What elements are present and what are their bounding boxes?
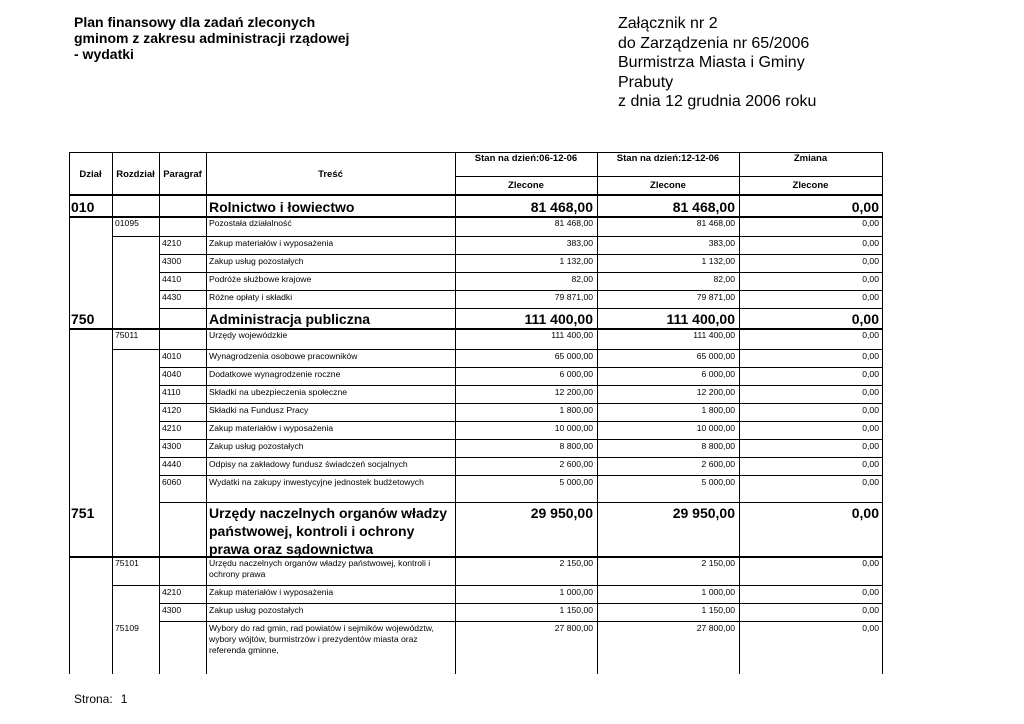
value-stan-12-12: 1 000,00 — [701, 587, 735, 597]
value-stan-12-12: 2 600,00 — [701, 459, 735, 469]
value-stan-12-12: 29 950,00 — [672, 505, 735, 521]
value-stan-06-12: 79 871,00 — [554, 292, 593, 302]
row-divider — [159, 475, 883, 476]
column-line — [206, 152, 207, 674]
annex-line: Załącznik nr 2 — [618, 15, 718, 32]
value-zmiana: 0,00 — [862, 441, 879, 451]
row-divider — [159, 621, 883, 622]
value-stan-12-12: 65 000,00 — [696, 351, 735, 361]
paragraf-code: 4430 — [162, 292, 182, 302]
value-stan-12-12: 1 150,00 — [701, 605, 735, 615]
row-description: Urzędu naczelnych organów władzy państwowej, kontroli i ochrony prawa — [209, 558, 431, 579]
column-line — [739, 152, 740, 674]
table-border — [882, 152, 883, 674]
value-zmiana: 0,00 — [862, 238, 879, 248]
value-zmiana: 0,00 — [862, 623, 879, 633]
value-zmiana: 0,00 — [862, 218, 879, 228]
value-zmiana: 0,00 — [851, 505, 879, 521]
value-stan-12-12: 6 000,00 — [701, 369, 735, 379]
value-zmiana: 0,00 — [862, 387, 879, 397]
value-stan-06-12: 10 000,00 — [554, 423, 593, 433]
budget-table — [69, 152, 883, 674]
value-stan-06-12: 27 800,00 — [554, 623, 593, 633]
dzial-code: 750 — [71, 311, 95, 327]
value-zmiana: 0,00 — [862, 587, 879, 597]
header-col1-top: Stan na dzień:06-12-06 — [474, 153, 578, 164]
row-divider — [159, 385, 883, 386]
header-divider — [455, 176, 883, 177]
footer-label: Strona: — [74, 692, 113, 706]
annex-header — [618, 14, 878, 112]
paragraf-code: 4040 — [162, 369, 182, 379]
value-zmiana: 0,00 — [862, 459, 879, 469]
row-description: Zakup materiałów i wyposażenia — [209, 238, 334, 248]
column-line — [112, 152, 113, 674]
header-tresc: Treść — [318, 169, 343, 180]
paragraf-code: 4010 — [162, 351, 182, 361]
footer-page-number: 1 — [120, 692, 128, 706]
row-divider — [159, 254, 883, 255]
value-zmiana: 0,00 — [862, 605, 879, 615]
row-divider — [159, 290, 883, 291]
value-stan-12-12: 12 200,00 — [696, 387, 735, 397]
value-stan-12-12: 8 800,00 — [701, 441, 735, 451]
paragraf-code: 4210 — [162, 238, 182, 248]
value-stan-12-12: 79 871,00 — [696, 292, 735, 302]
row-description: Różne opłaty i składki — [209, 292, 293, 302]
title-line: Plan finansowy dla zadań zleconych — [74, 14, 316, 30]
value-zmiana: 0,00 — [862, 369, 879, 379]
row-description: Pozostała działalność — [209, 218, 292, 228]
paragraf-code: 4300 — [162, 605, 182, 615]
column-line — [597, 152, 598, 674]
row-divider — [159, 308, 883, 309]
header-bottom-border — [69, 194, 883, 196]
value-stan-06-12: 2 600,00 — [559, 459, 593, 469]
row-description: Administracja publiczna — [209, 311, 371, 327]
row-divider — [159, 502, 883, 503]
paragraf-code: 4300 — [162, 441, 182, 451]
header-dzial: Dział — [79, 169, 102, 180]
row-description: Wynagrodzenia osobowe pracowników — [209, 351, 358, 361]
row-description: Składki na ubezpieczenia społeczne — [209, 387, 348, 397]
value-stan-06-12: 82,00 — [571, 274, 593, 284]
row-description: Zakup materiałów i wyposażenia — [209, 587, 334, 597]
header-rozdzial: Rozdział — [116, 169, 155, 180]
value-stan-06-12: 81 468,00 — [554, 218, 593, 228]
value-zmiana: 0,00 — [862, 558, 879, 568]
annex-line: Burmistrza Miasta i Gminy — [618, 54, 805, 71]
value-stan-12-12: 111 400,00 — [666, 311, 735, 327]
value-zmiana: 0,00 — [862, 256, 879, 266]
row-description: Zakup materiałów i wyposażenia — [209, 423, 334, 433]
header-col3-top: Zmiana — [793, 153, 828, 164]
header-col2-sub: Zlecone — [650, 180, 686, 191]
row-description: Zakup usług pozostałych — [209, 256, 304, 266]
value-stan-12-12: 10 000,00 — [696, 423, 735, 433]
row-description: Wybory do rad gmin, rad powiatów i sejmików województw, wybory wójtów, burmistrzów i prezydentów miasta oraz referenda gminne, — [209, 623, 434, 655]
row-divider — [112, 349, 883, 350]
dzial-code: 751 — [71, 505, 95, 521]
header-col3-sub: Zlecone — [792, 180, 829, 191]
value-zmiana: 0,00 — [851, 199, 879, 215]
value-stan-12-12: 81 468,00 — [672, 199, 735, 215]
row-divider — [159, 421, 883, 422]
rozdzial-code: 01095 — [115, 218, 139, 228]
value-stan-06-12: 1 800,00 — [559, 405, 593, 415]
value-stan-06-12: 2 150,00 — [559, 558, 593, 568]
header-col1-sub: Zlecone — [508, 180, 544, 191]
annex-line: do Zarządzenia nr 65/2006 — [618, 34, 810, 52]
value-stan-06-12: 1 132,00 — [559, 256, 593, 266]
row-divider — [159, 439, 883, 440]
value-zmiana: 0,00 — [862, 477, 879, 487]
header-col2-top: Stan na dzień:12-12-06 — [616, 153, 720, 164]
value-zmiana: 0,00 — [862, 351, 879, 361]
row-description: Urzędy naczelnych organów władzy państwowej, kontroli i ochrony prawa oraz sądownictwa — [209, 505, 448, 557]
value-stan-12-12: 81 468,00 — [696, 218, 735, 228]
paragraf-code: 4120 — [162, 405, 182, 415]
value-stan-12-12: 1 132,00 — [701, 256, 735, 266]
value-stan-12-12: 2 150,00 — [701, 558, 735, 568]
value-stan-12-12: 82,00 — [713, 274, 735, 284]
value-stan-12-12: 383,00 — [708, 238, 735, 248]
value-zmiana: 0,00 — [862, 423, 879, 433]
row-description: Podróże służbowe krajowe — [209, 274, 312, 284]
paragraf-code: 4300 — [162, 256, 182, 266]
value-stan-06-12: 12 200,00 — [554, 387, 593, 397]
value-stan-06-12: 29 950,00 — [530, 505, 593, 521]
row-divider — [159, 367, 883, 368]
table-border — [69, 152, 70, 674]
row-description: Urzędy wojewódzkie — [209, 330, 288, 340]
row-description: Dodatkowe wynagrodzenie roczne — [209, 369, 341, 379]
row-divider — [159, 457, 883, 458]
page-footer — [74, 692, 135, 706]
value-stan-06-12: 5 000,00 — [559, 477, 593, 487]
rozdzial-code: 75109 — [115, 623, 139, 633]
row-divider — [112, 585, 883, 586]
row-description: Rolnictwo i łowiectwo — [209, 199, 355, 215]
value-stan-06-12: 8 800,00 — [559, 441, 593, 451]
value-stan-12-12: 1 800,00 — [701, 405, 735, 415]
row-description: Zakup usług pozostałych — [209, 441, 304, 451]
dzial-code: 010 — [71, 199, 95, 215]
value-stan-06-12: 111 400,00 — [551, 330, 593, 340]
column-line — [159, 152, 160, 674]
title-line: - wydatki — [74, 46, 134, 62]
value-zmiana: 0,00 — [862, 292, 879, 302]
row-description: Składki na Fundusz Pracy — [209, 405, 309, 415]
value-zmiana: 0,00 — [862, 330, 879, 340]
value-stan-06-12: 6 000,00 — [559, 369, 593, 379]
value-stan-06-12: 1 000,00 — [559, 587, 593, 597]
row-description: Zakup usług pozostałych — [209, 605, 304, 615]
rozdzial-code: 75011 — [115, 330, 139, 340]
value-stan-06-12: 111 400,00 — [524, 311, 593, 327]
title-line: gminom z zakresu administracji rządowej — [74, 30, 350, 46]
column-line — [455, 152, 456, 674]
rozdzial-code: 75101 — [115, 558, 139, 568]
paragraf-code: 4110 — [162, 387, 181, 397]
paragraf-code: 4440 — [162, 459, 182, 469]
row-description: Odpisy na zakładowy fundusz świadczeń socjalnych — [209, 459, 408, 469]
paragraf-code: 6060 — [162, 477, 182, 487]
value-zmiana: 0,00 — [851, 311, 879, 327]
value-stan-06-12: 383,00 — [566, 238, 593, 248]
row-divider — [112, 236, 883, 237]
paragraf-code: 4410 — [162, 274, 182, 284]
paragraf-code: 4210 — [162, 587, 182, 597]
row-divider — [159, 272, 883, 273]
row-divider — [159, 403, 883, 404]
value-stan-12-12: 5 000,00 — [701, 477, 735, 487]
header-paragraf: Paragraf — [163, 169, 202, 180]
value-stan-06-12: 1 150,00 — [559, 605, 593, 615]
value-zmiana: 0,00 — [862, 405, 879, 415]
value-stan-12-12: 111 400,00 — [693, 330, 735, 340]
paragraf-code: 4210 — [162, 423, 182, 433]
annex-line: z dnia 12 grudnia 2006 roku — [618, 93, 817, 110]
value-stan-12-12: 27 800,00 — [696, 623, 735, 633]
row-description: Wydatki na zakupy inwestycyjne jednostek budżetowych — [209, 477, 424, 487]
row-divider — [159, 603, 883, 604]
value-stan-06-12: 81 468,00 — [530, 199, 593, 215]
value-zmiana: 0,00 — [862, 274, 879, 284]
value-stan-06-12: 65 000,00 — [554, 351, 593, 361]
annex-line: Prabuty — [618, 73, 674, 91]
document-title — [74, 14, 384, 62]
